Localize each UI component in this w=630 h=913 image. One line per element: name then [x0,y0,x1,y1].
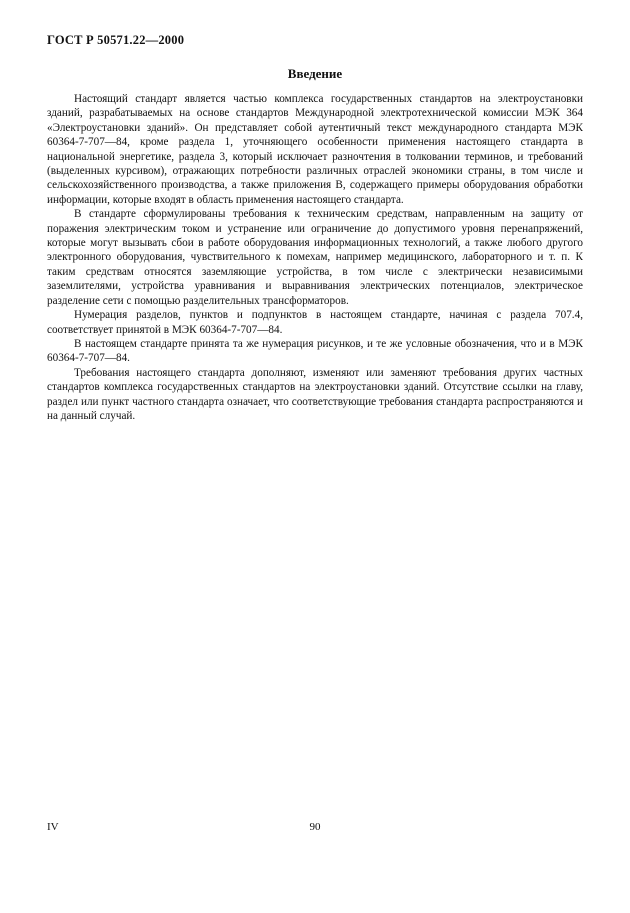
paragraph-4: В настоящем стандарте принята та же нумерация рисунков, и те же условные обозначения, что и в МЭК 60364-7-707—84. [47,337,583,365]
paragraph-2: В стандарте сформулированы требования к техническим средствам, направленным на защиту от поражения электрическим током и устранение или ограничение до допустимого уровня перенапряжений, которые могут вызывать сбои в работе оборудования информационных технологий, а также любого другого электронного оборудования, чувствительного к помехам, например медицинского, лабораторного и т. п. К таким средствам относятся заземляющие устройства, в том числе с электрически независимыми заземлителями, устройства уравнивания и выравнивания электрических потенциалов, электрическое разделение сети с помощью разделительных трансформаторов. [47,208,583,307]
section-title: Введение [287,66,343,81]
document-code-header: ГОСТ Р 50571.22—2000 [47,33,185,47]
paragraph-5: Требования настоящего стандарта дополняют, изменяют или заменяют требования других частных стандартов комплекса государственных стандартов на электроустановки зданий. Отсутствие ссылки на главу, раздел или пункт частного стандарта означает, что соответствующие требования стандарта распространяются и на данный случай. [47,366,583,422]
roman-page-marker: IV [47,821,59,833]
page-number: 90 [309,821,321,833]
paragraph-1: Настоящий стандарт является частью комплекса государственных стандартов на электроустановки зданий, разрабатываемых на основе стандартов Международной электротехнической комиссии МЭК 364 «Электроустановки зданий». Он представляет собой аутентичный текст международного стандарта МЭК 60364-7-707—84, кроме раздела 1, уточняющего особенности применения настоящего стандарта в национальной энергетике, раздела 3, который исключает разночтения в толковании терминов, и требований (выделенных курсивом), отражающих потребности различных отраслей экономики страны, в том числе и сельскохозяйственного производства, а также приложения В, содержащего примеры оборудования обработки информации, которые входят в область применения настоящего стандарта. [47,93,583,206]
paragraph-3: Нумерация разделов, пунктов и подпунктов в настоящем стандарте, начиная с раздела 707.4, соответствует принятой в МЭК 60364-7-707—84. [47,309,583,336]
body-text [47,92,583,423]
